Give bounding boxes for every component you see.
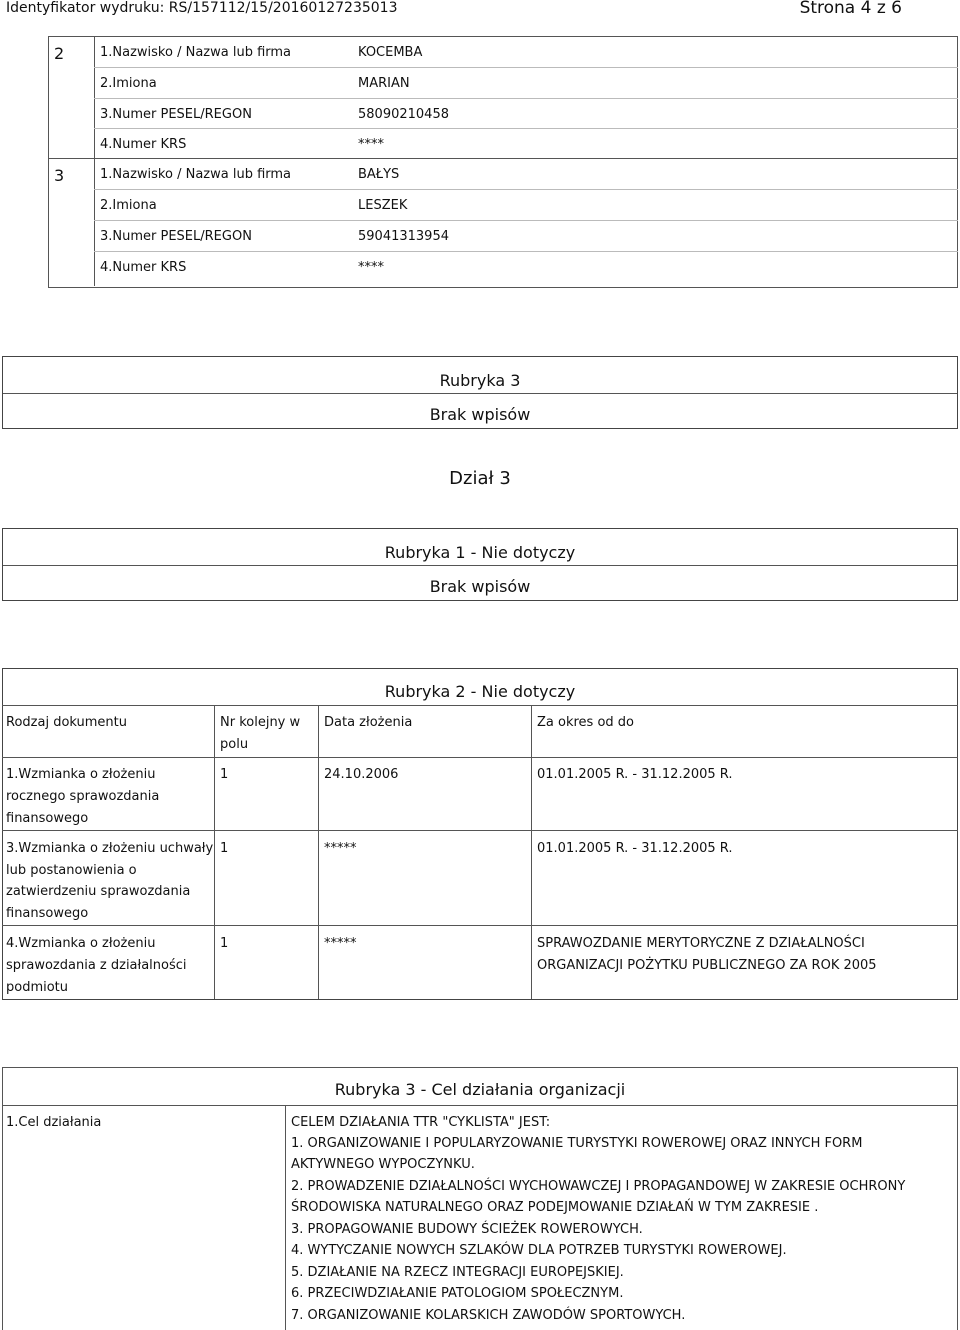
section-title: Rubryka 3 - Cel działania organizacji (334, 1080, 626, 1099)
cel-line: AKTYWNEGO WYPOCZYNKU. (291, 1157, 475, 1172)
section-note: Brak wpisów (429, 577, 531, 596)
cel-line: 2. PROWADZENIE DZIAŁALNOŚCI WYCHOWAWCZEJ I PROPAGANDOWEJ W ZAKRESIE OCHRONY (291, 1179, 906, 1194)
column-header: polu (220, 737, 249, 752)
field-label: 1.Nazwisko / Nazwa lub firma (100, 45, 292, 60)
person-number: 3 (54, 166, 65, 185)
section-title: Rubryka 2 - Nie dotyczy (384, 682, 576, 701)
field-value: **** (358, 260, 384, 275)
cel-line: 5. DZIAŁANIE NA RZECZ INTEGRACJI EUROPEJSKIEJ. (291, 1265, 624, 1280)
field-label: 4.Numer KRS (100, 137, 187, 152)
cel-line: 3. PROPAGOWANIE BUDOWY ŚCIEŻEK ROWEROWYCH. (291, 1222, 643, 1237)
field-label: 3.Numer PESEL/REGON (100, 229, 252, 244)
cel-line: 7. ORGANIZOWANIE KOLARSKICH ZAWODÓW SPORTOWYCH. (291, 1308, 686, 1323)
table-cell: 01.01.2005 R. - 31.12.2005 R. (537, 767, 733, 782)
table-cell: 1 (220, 936, 229, 951)
field-value: **** (358, 137, 384, 152)
field-label: 2.Imiona (100, 198, 157, 213)
section-title: Rubryka 1 - Nie dotyczy (384, 543, 576, 562)
table-cell: finansowego (6, 811, 89, 826)
table-cell: 1.Wzmianka o złożeniu (6, 767, 156, 782)
cel-line: ŚRODOWISKA NATURALNEGO ORAZ PODEJMOWANIE DZIAŁAŃ W TYM ZAKRESIE . (291, 1200, 819, 1215)
rubryka1-box (2, 528, 958, 601)
table-cell: finansowego (6, 906, 89, 921)
field-value: MARIAN (358, 76, 410, 91)
column-header: Nr kolejny w (220, 715, 301, 730)
field-label: 1.Nazwisko / Nazwa lub firma (100, 167, 292, 182)
cel-line: CELEM DZIAŁANIA TTR "CYKLISTA" JEST: (291, 1115, 551, 1130)
section-title: Rubryka 3 (439, 371, 521, 390)
table-cell: ***** (324, 841, 357, 856)
table-cell: zatwierdzeniu sprawozdania (6, 884, 191, 899)
field-value: 59041313954 (358, 229, 449, 244)
print-identifier: Identyfikator wydruku: RS/157112/15/20160127235013 (6, 0, 398, 16)
field-value: KOCEMBA (358, 45, 423, 60)
column-header: Za okres od do (537, 715, 634, 730)
page-number: Strona 4 z 6 (799, 0, 902, 18)
table-cell: 3.Wzmianka o złożeniu uchwały (6, 841, 214, 856)
column-header: Rodzaj dokumentu (6, 715, 127, 730)
table-cell: ***** (324, 936, 357, 951)
dzial-title: Dział 3 (449, 468, 511, 489)
cel-line: 6. PRZECIWDZIAŁANIE PATOLOGIOM SPOŁECZNYM. (291, 1286, 624, 1301)
column-header: Data złożenia (324, 715, 413, 730)
person-number: 2 (54, 44, 65, 63)
field-value: LESZEK (358, 198, 408, 213)
field-label: 2.Imiona (100, 76, 157, 91)
table-cell: sprawozdania z działalności (6, 958, 187, 973)
cel-line: 4. WYTYCZANIE NOWYCH SZLAKÓW DLA POTRZEB TURYSTYKI ROWEROWEJ. (291, 1243, 787, 1258)
table-cell: lub postanowienia o (6, 863, 137, 878)
table-cell: rocznego sprawozdania (6, 789, 160, 804)
table-cell: 1 (220, 841, 229, 856)
cel-line: 1. ORGANIZOWANIE I POPULARYZOWANIE TURYSTYKI ROWEROWEJ ORAZ INNYCH FORM (291, 1136, 863, 1151)
section-note: Brak wpisów (429, 405, 531, 424)
table-cell: 24.10.2006 (324, 767, 399, 782)
table-cell: 01.01.2005 R. - 31.12.2005 R. (537, 841, 733, 856)
field-value: BAŁYS (358, 167, 400, 182)
rubryka3-box (2, 356, 958, 429)
table-cell: 1 (220, 767, 229, 782)
table-cell: 4.Wzmianka o złożeniu (6, 936, 156, 951)
field-label: 3.Numer PESEL/REGON (100, 107, 252, 122)
table-cell: ORGANIZACJI POŻYTKU PUBLICZNEGO ZA ROK 2005 (537, 958, 877, 973)
field-label: 1.Cel działania (6, 1115, 102, 1130)
field-value: 58090210458 (358, 107, 449, 122)
field-label: 4.Numer KRS (100, 260, 187, 275)
table-cell: podmiotu (6, 980, 69, 995)
table-cell: SPRAWOZDANIE MERYTORYCZNE Z DZIAŁALNOŚCI (537, 936, 865, 951)
